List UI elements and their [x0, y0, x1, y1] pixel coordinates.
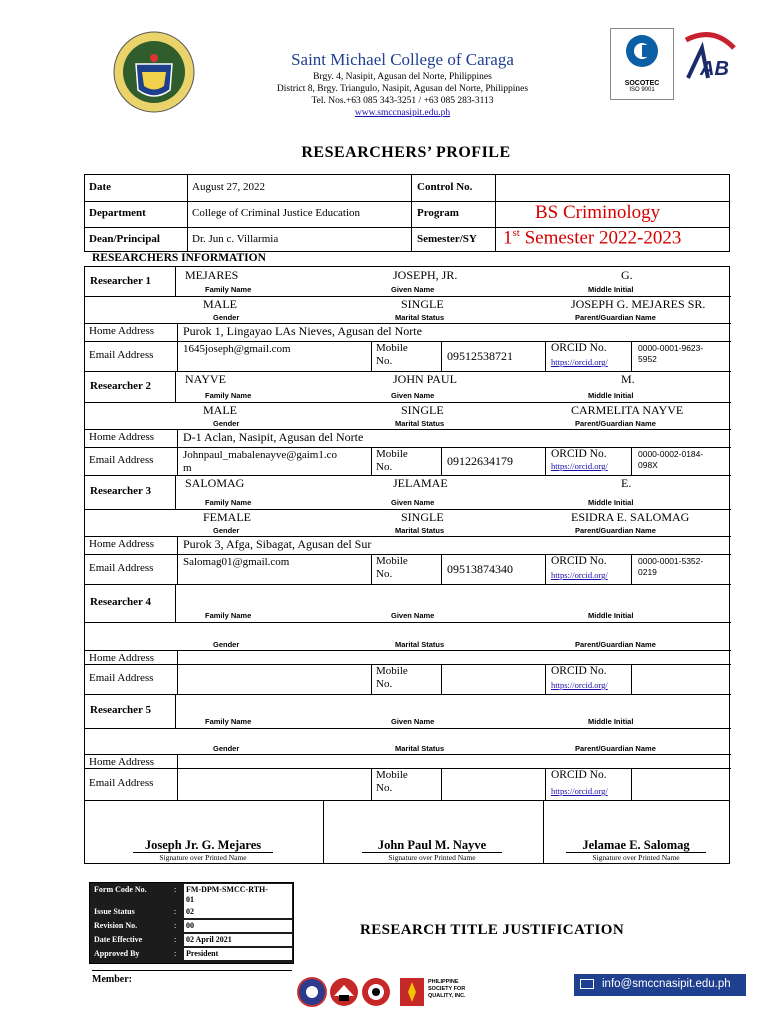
family-name-value: SALOMAG: [185, 476, 245, 490]
parent-name-caption: Parent/Guardian Name: [575, 313, 656, 322]
orcid-id-line-2: 5952: [638, 354, 657, 364]
mobile-label: [376, 665, 408, 691]
middle-initial-value: E.: [621, 476, 632, 490]
researcher-2-label: Researcher 2: [90, 379, 151, 392]
parent-name-value: ESIDRA E. SALOMAG: [571, 510, 690, 524]
home-address-value: Purok 3, Afga, Sibagat, Agusan del Sur: [183, 537, 372, 551]
pq-line-1: PHILIPPINE: [428, 979, 459, 985]
footer-seal-icon: [298, 978, 326, 1006]
middle-initial-value: M.: [621, 372, 635, 386]
mobile-label-line-2: No.: [376, 461, 393, 473]
family-name-caption: Family Name: [205, 717, 252, 726]
pq-line-2: SOCIETY FOR: [428, 986, 466, 992]
form-field-value: [184, 934, 292, 946]
signature-caption-3: Signature over Printed Name: [592, 853, 680, 862]
given-name-value: JOSEPH, JR.: [393, 268, 458, 282]
college-seal: [112, 30, 196, 114]
member-label: Member:: [92, 974, 132, 985]
marital-status-caption: Marital Status: [395, 313, 445, 322]
orcid-link[interactable]: https://orcid.org/: [551, 570, 608, 580]
parent-name-caption: Parent/Guardian Name: [575, 640, 656, 649]
mobile-label-line-1: Mobile: [376, 665, 408, 677]
section-title: RESEARCHERS INFORMATION: [92, 252, 266, 264]
orcid-label: ORCID No.: [551, 448, 607, 460]
mobile-label: [376, 769, 408, 795]
form-field-value: [184, 920, 292, 932]
gender-caption: Gender: [213, 744, 240, 753]
mobile-label-line-1: Mobile: [376, 448, 408, 460]
email-address-label: Email Address: [89, 777, 154, 789]
orcid-id-line-2: 0219: [638, 567, 657, 577]
marital-status-caption: Marital Status: [395, 526, 445, 535]
control-number-label: Control No.: [417, 181, 473, 193]
program-label: Program: [417, 207, 459, 219]
orcid-label: ORCID No.: [551, 665, 607, 677]
address-line-2: District 8, Brgy. Triangulo, Nasipit, Agusan del Norte, Philippines: [276, 84, 529, 94]
email-address-label: Email Address: [89, 454, 154, 466]
department-value: College of Criminal Justice Education: [192, 207, 361, 219]
form-value-line-1: 02 April 2021: [186, 935, 232, 944]
mobile-label-line-1: Mobile: [376, 769, 408, 781]
form-field-label: Issue Status: [94, 907, 135, 916]
marital-status-value: SINGLE: [401, 403, 444, 417]
pq-society-text: [428, 979, 466, 1000]
email-address-label: Email Address: [89, 672, 154, 684]
signature-caption-2: Signature over Printed Name: [388, 853, 476, 862]
mobile-label-line-1: Mobile: [376, 342, 408, 354]
semester-suffix: st: [512, 227, 520, 239]
mobile-label-line-1: Mobile: [376, 555, 408, 567]
semester-text: Semester 2022-2023: [519, 227, 682, 249]
middle-initial-caption: Middle Initial: [588, 611, 634, 620]
home-address-value: D-1 Aclan, Nasipit, Agusan del Norte: [183, 430, 364, 444]
marital-status-value: SINGLE: [401, 510, 444, 524]
iso-label: ISO 9001: [629, 87, 655, 93]
parent-name-caption: Parent/Guardian Name: [575, 744, 656, 753]
mobile-label: [376, 448, 408, 474]
orcid-link[interactable]: https://orcid.org/: [551, 786, 608, 796]
home-address-label: Home Address: [89, 652, 155, 664]
dean-value: Dr. Jun c. Villarmia: [192, 233, 279, 245]
semester-label: Semester/SY: [417, 233, 477, 245]
gender-value: MALE: [203, 297, 237, 311]
footer-email-banner: [574, 974, 746, 996]
telephone-numbers: Tel. Nos.+63 085 343-3251 / +63 085 283-3113: [311, 96, 494, 106]
email-line-1: Salomag01@gmail.com: [183, 556, 290, 568]
department-label: Department: [89, 207, 146, 219]
footer-pq-icon: [400, 978, 424, 1006]
researcher-4-label: Researcher 4: [90, 596, 151, 608]
program-value: BS Criminology: [535, 202, 661, 223]
form-value-line-1: 02: [186, 907, 194, 916]
mobile-number-value: 09122634179: [447, 454, 513, 468]
form-field-label: Approved By: [94, 949, 140, 958]
given-name-caption: Given Name: [391, 391, 435, 400]
researcher-5-label: Researcher 5: [90, 704, 151, 716]
orcid-id-line-2: 098X: [638, 460, 658, 470]
mobile-label-line-2: No.: [376, 355, 393, 367]
middle-initial-value: G.: [621, 268, 633, 282]
orcid-id-line-1: 0000-0001-9623-: [638, 343, 704, 353]
family-name-caption: Family Name: [205, 285, 252, 294]
signature-name-3: Jelamae E. Salomag: [582, 838, 690, 852]
school-name: Saint Michael College of Caraga: [291, 50, 514, 69]
home-address-label: Home Address: [89, 756, 155, 768]
given-name-caption: Given Name: [391, 717, 435, 726]
orcid-link[interactable]: https://orcid.org/: [551, 461, 608, 471]
email-address-value: [183, 449, 337, 475]
semester-value: [503, 227, 681, 249]
date-label: Date: [89, 181, 111, 193]
form-field-label: Revision No.: [94, 921, 138, 930]
email-line-1: 1645joseph@gmail.com: [183, 343, 291, 355]
email-address-label: Email Address: [89, 349, 154, 361]
parent-name-caption: Parent/Guardian Name: [575, 419, 656, 428]
website-link[interactable]: www.smccnasipit.edu.ph: [354, 108, 451, 118]
family-name-caption: Family Name: [205, 391, 252, 400]
orcid-id-value: [638, 343, 703, 365]
gender-caption: Gender: [213, 313, 240, 322]
email-line-1: Johnpaul_mabalenayve@gaim1.co: [183, 449, 337, 461]
middle-initial-caption: Middle Initial: [588, 391, 634, 400]
pq-line-3: QUALITY, INC.: [428, 993, 466, 999]
signature-name-1: Joseph Jr. G. Mejares: [144, 838, 262, 852]
signature-name-2: John Paul M. Nayve: [377, 838, 487, 852]
middle-initial-caption: Middle Initial: [588, 498, 634, 507]
mobile-label: [376, 342, 408, 368]
orcid-link[interactable]: https://orcid.org/: [551, 357, 608, 367]
footer-email[interactable]: info@smccnasipit.edu.ph: [602, 978, 731, 990]
marital-status-caption: Marital Status: [395, 640, 445, 649]
gender-value: MALE: [203, 403, 237, 417]
middle-initial-caption: Middle Initial: [588, 717, 634, 726]
signature-caption-1: Signature over Printed Name: [159, 853, 247, 862]
ab-accreditation-badge: [678, 30, 738, 96]
mobile-number-value: 09513874340: [447, 562, 513, 576]
home-address-value: Purok 1, Lingayao LAs Nieves, Agusan del Norte: [183, 324, 422, 338]
orcid-link[interactable]: https://orcid.org/: [551, 680, 608, 690]
orcid-label: ORCID No.: [551, 769, 607, 781]
orcid-id-value: [638, 449, 703, 471]
family-name-caption: Family Name: [205, 611, 252, 620]
mobile-label-line-2: No.: [376, 782, 393, 794]
email-address-label: Email Address: [89, 562, 154, 574]
email-address-value: [183, 343, 291, 356]
researcher-1-label: Researcher 1: [90, 274, 151, 287]
family-name-value: NAYVE: [185, 372, 226, 386]
footer-target-icon: [362, 978, 390, 1006]
given-name-value: JOHN PAUL: [393, 372, 457, 386]
marital-status-value: SINGLE: [401, 297, 444, 311]
mail-icon: [580, 979, 594, 989]
socotec-label: SOCOTEC: [624, 80, 660, 87]
footer-logos: [296, 976, 426, 1008]
dean-label: Dean/Principal: [89, 233, 160, 245]
given-name-caption: Given Name: [391, 285, 435, 294]
email-address-value: [183, 556, 289, 569]
gender-caption: Gender: [213, 419, 240, 428]
gender-caption: Gender: [213, 640, 240, 649]
form-value-line-1: FM-DPM-SMCC-RTH-: [186, 885, 268, 894]
address-line-1: Brgy. 4, Nasipit, Agusan del Norte, Philippines: [313, 72, 492, 82]
info-table: [84, 174, 730, 252]
orcid-id-line-1: 0000-0001-5352-: [638, 556, 704, 566]
parent-name-caption: Parent/Guardian Name: [575, 526, 656, 535]
form-field-label: Form Code No.: [94, 885, 147, 894]
home-address-label: Home Address: [89, 538, 155, 550]
given-name-value: JELAMAE: [393, 476, 448, 490]
orcid-label: ORCID No.: [551, 555, 607, 567]
semester-number: 1: [503, 227, 513, 249]
marital-status-caption: Marital Status: [395, 744, 445, 753]
parent-name-value: CARMELITA NAYVE: [571, 403, 684, 417]
page-title: RESEARCHERS’ PROFILE: [301, 144, 511, 161]
researcher-3-label: Researcher 3: [90, 485, 151, 497]
form-field-value: [184, 884, 292, 906]
parent-name-value: JOSEPH G. MEJARES SR.: [571, 297, 706, 311]
mobile-label-line-2: No.: [376, 678, 393, 690]
form-value-line-2: 01: [186, 895, 194, 904]
mobile-label-line-2: No.: [376, 568, 393, 580]
mobile-label: [376, 555, 408, 581]
email-line-2: m: [183, 462, 192, 474]
home-address-label: Home Address: [89, 325, 155, 337]
orcid-label: ORCID No.: [551, 342, 607, 354]
research-title-justification: RESEARCH TITLE JUSTIFICATION: [360, 922, 625, 938]
form-value-line-1: 00: [186, 921, 194, 930]
socotec-certification-badge: [610, 28, 674, 100]
ab-label: AB: [700, 58, 729, 80]
given-name-caption: Given Name: [391, 498, 435, 507]
form-value-line-1: President: [186, 949, 219, 958]
socotec-icon: [611, 29, 673, 75]
marital-status-caption: Marital Status: [395, 419, 445, 428]
home-address-label: Home Address: [89, 431, 155, 443]
gender-caption: Gender: [213, 526, 240, 535]
form-field-value: [184, 906, 292, 918]
form-code-box: Form Code No. : FM-DPM-SMCC-RTH- 01 Issue Status : 02 Revision No. : 00 Date Effective : 02 April 2021 Approved By : President: [89, 882, 294, 964]
family-name-caption: Family Name: [205, 498, 252, 507]
orcid-id-line-1: 0000-0002-0184-: [638, 449, 704, 459]
footer-house-icon: [330, 978, 358, 1006]
orcid-id-value: [638, 556, 703, 578]
mobile-number-value: 09512538721: [447, 349, 513, 363]
given-name-caption: Given Name: [391, 611, 435, 620]
date-value: August 27, 2022: [192, 181, 266, 193]
form-field-label: Date Effective: [94, 935, 143, 944]
middle-initial-caption: Middle Initial: [588, 285, 634, 294]
family-name-value: MEJARES: [185, 268, 239, 282]
form-field-value: [184, 948, 292, 960]
researchers-table: [84, 266, 730, 801]
gender-value: FEMALE: [203, 510, 251, 524]
